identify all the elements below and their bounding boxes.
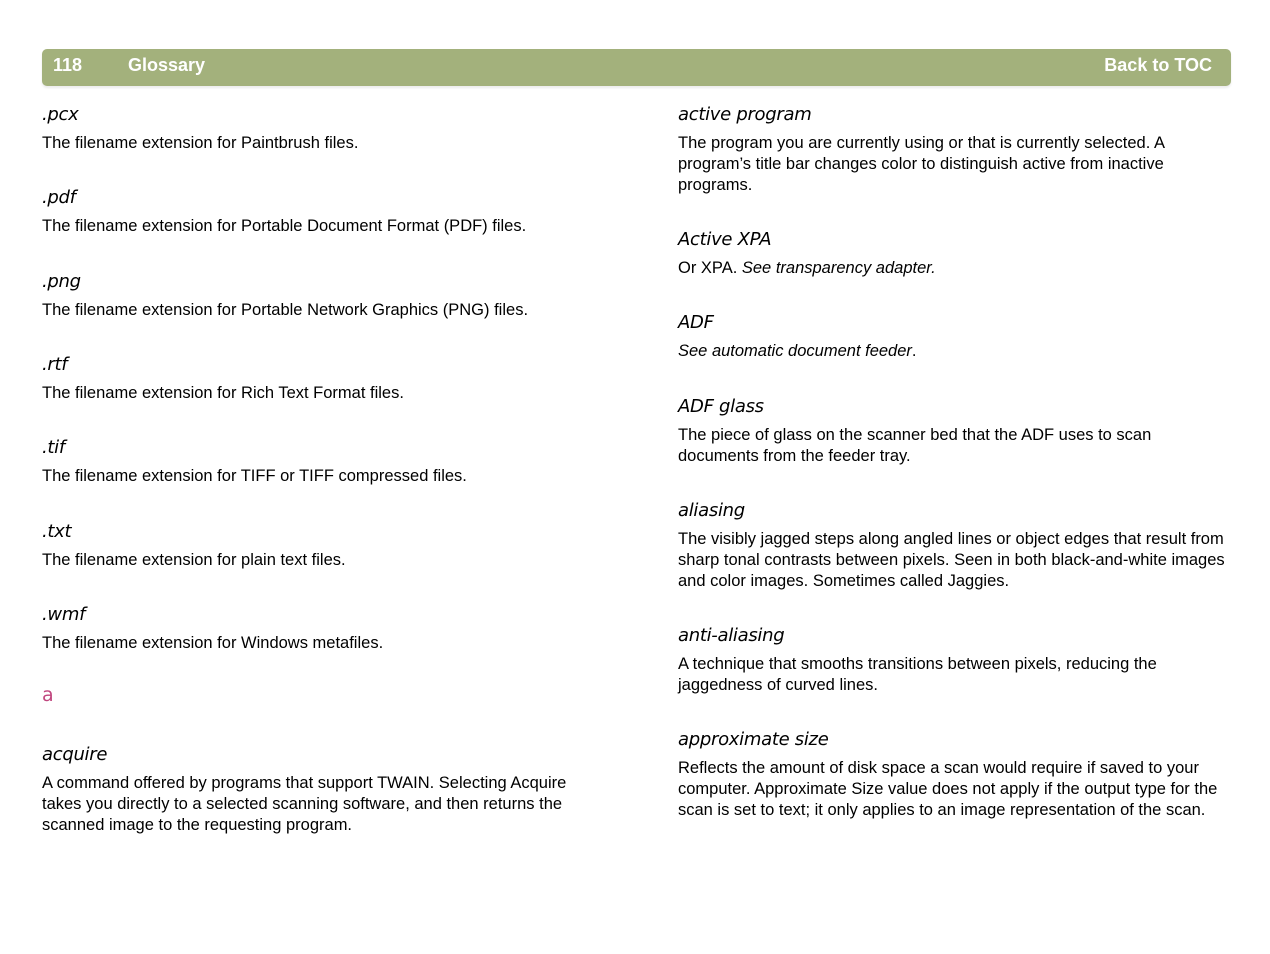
cross-reference: See transparency adapter. [741,259,936,277]
glossary-definition: The filename extension for Rich Text Format files. [42,384,404,402]
definition-text: Or XPA. [678,259,742,277]
glossary-term: .txt [42,521,72,542]
page-number: 118 [53,55,83,75]
glossary-term: .wmf [42,604,86,625]
glossary-term: ADF [678,312,714,333]
glossary-definition: Reflects the amount of disk space a scan would require if saved to your computer. Approximate Size value does not apply if the output type for the scan is set to text; it only applies to an image representation of the scan. [678,759,1218,819]
glossary-term: .tif [42,437,65,458]
glossary-definition: A command offered by programs that support TWAIN. Selecting Acquire takes you directly to a selected scanning software, and then returns the scanned image to the requesting program. [42,774,567,834]
glossary-entry [678,500,1234,592]
glossary-definition: The filename extension for TIFF or TIFF compressed files. [42,467,467,485]
glossary-term: ADF glass [678,396,764,417]
glossary-definition: A technique that smooths transitions between pixels, reducing the jaggedness of curved lines. [678,655,1157,694]
glossary-entry [678,312,1234,362]
section-title: Glossary [128,55,206,75]
glossary-term: acquire [42,744,108,765]
glossary-entry [42,437,602,487]
section-letter: a [42,684,54,706]
glossary-term: approximate size [678,729,829,750]
glossary-entry [42,271,602,321]
glossary-term: aliasing [678,500,745,521]
definition-text: . [911,342,917,360]
glossary-term: .pdf [42,187,76,208]
glossary-entry [678,104,1234,196]
glossary-entry [42,104,602,154]
cross-reference: See automatic document feeder [678,342,912,360]
back-to-toc-link[interactable]: Back to TOC [1104,55,1212,75]
glossary-entry [42,187,602,237]
glossary-entry [678,625,1234,696]
glossary-entry [678,396,1234,467]
glossary-term: active program [678,104,812,125]
glossary-definition: The filename extension for Paintbrush files. [42,134,359,152]
glossary-entry [42,521,602,571]
glossary-entry [42,604,602,654]
glossary-definition [678,341,1234,362]
glossary-entry [42,744,602,836]
glossary-definition: The program you are currently using or that is currently selected. A program’s title bar changes color to distinguish active from inactive programs. [678,134,1165,194]
glossary-entry [678,229,1234,279]
glossary-term: anti-aliasing [678,625,785,646]
glossary-term: .pcx [42,104,79,125]
glossary-entry [678,729,1234,821]
glossary-definition: The visibly jagged steps along angled lines or object edges that result from sharp tonal contrasts between pixels. Seen in both black-and-white images and color images. Sometimes called Jaggies. [678,530,1225,590]
glossary-entry [42,354,602,404]
glossary-definition: The filename extension for Portable Document Format (PDF) files. [42,217,527,235]
glossary-definition [678,258,1234,279]
glossary-definition: The filename extension for Windows metafiles. [42,634,384,652]
glossary-term: .rtf [42,354,68,375]
page-header-bar [42,49,1231,86]
glossary-term: .png [42,271,81,292]
glossary-definition: The piece of glass on the scanner bed that the ADF uses to scan documents from the feeder tray. [678,426,1152,465]
glossary-definition: The filename extension for Portable Network Graphics (PNG) files. [42,301,529,319]
glossary-term: Active XPA [678,229,772,250]
glossary-definition: The filename extension for plain text files. [42,551,346,569]
